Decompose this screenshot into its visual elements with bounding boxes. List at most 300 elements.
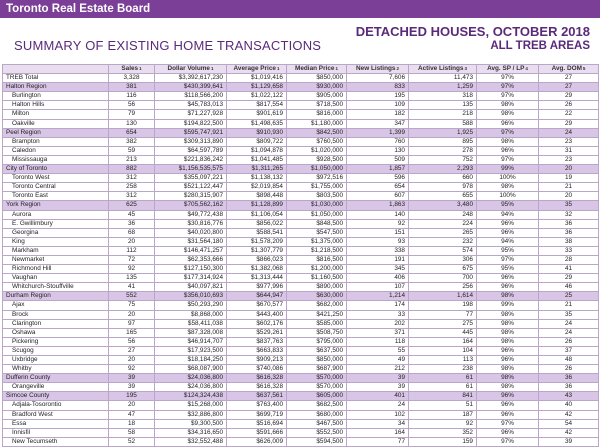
value-cell: 552 [109,292,155,301]
value-cell: $280,315,907 [155,192,227,201]
value-cell: 312 [109,174,155,183]
value-cell: 98% [477,101,539,110]
value-cell: 191 [347,255,409,264]
value-cell: $816,500 [287,255,347,264]
value-cell: $49,772,438 [155,210,227,219]
value-cell: 96% [477,410,539,419]
value-cell: $1,129,658 [227,83,287,92]
value-cell: 94% [477,237,539,246]
value-cell: 39 [539,437,599,446]
value-cell: $1,019,416 [227,74,287,83]
report-title-block [356,24,590,54]
value-cell: 28 [539,255,599,264]
value-cell: $45,783,013 [155,101,227,110]
value-cell: 68 [109,228,155,237]
value-cell: $309,313,890 [155,137,227,146]
area-name-cell: Innisfil [3,428,109,437]
value-cell: 93 [347,237,409,246]
value-cell: 164 [347,428,409,437]
value-cell: 36 [539,383,599,392]
value-cell: 97% [477,419,539,428]
footnote-marker: 5 [582,66,586,71]
value-cell: $15,268,000 [155,401,227,410]
value-cell: $552,500 [287,428,347,437]
value-cell: 24 [539,128,599,137]
value-cell: 760 [347,137,409,146]
value-cell: 33 [347,310,409,319]
value-cell: $3,392,617,230 [155,74,227,83]
value-cell: $595,747,921 [155,128,227,137]
value-cell: 112 [109,246,155,255]
table-body [3,74,599,447]
value-cell: 345 [347,265,409,274]
area-name-cell: Caledon [3,146,109,155]
value-cell: $1,050,000 [287,165,347,174]
value-cell: 23 [539,155,599,164]
value-cell: 97% [477,255,539,264]
value-cell: $816,000 [287,110,347,119]
value-cell: 61 [409,374,477,383]
value-cell: 27 [109,346,155,355]
value-cell: 37 [539,346,599,355]
value-cell: 79 [109,110,155,119]
value-cell: $24,036,800 [155,374,227,383]
value-cell: $46,914,707 [155,337,227,346]
value-cell: $972,516 [287,174,347,183]
value-cell: $1,218,500 [287,246,347,255]
table-row [3,237,599,246]
table-row [3,265,599,274]
value-cell: $118,566,200 [155,92,227,101]
value-cell: 98% [477,328,539,337]
value-cell: $516,694 [227,419,287,428]
value-cell: 56 [109,337,155,346]
value-cell: 99% [477,165,539,174]
value-cell: 96% [477,119,539,128]
value-cell: 113 [409,356,477,365]
area-name-cell: Scugog [3,346,109,355]
value-cell: 238 [409,365,477,374]
value-cell: 151 [347,228,409,237]
value-cell: 24 [539,319,599,328]
area-name-cell: York Region [3,201,109,210]
area-name-cell: Ajax [3,301,109,310]
value-cell: 97% [477,83,539,92]
value-cell: 135 [409,101,477,110]
value-cell: 3,328 [109,74,155,83]
value-cell: 98% [477,365,539,374]
value-cell: $928,500 [287,155,347,164]
value-cell: 98% [477,383,539,392]
area-name-cell: Toronto West [3,174,109,183]
value-cell: 39 [109,374,155,383]
value-cell: $616,328 [227,383,287,392]
value-cell: 248 [409,210,477,219]
value-cell: 98% [477,310,539,319]
value-cell: 96% [477,283,539,292]
value-cell: 7,606 [347,74,409,83]
area-name-cell: Peel Region [3,128,109,137]
report-title: DETACHED HOUSES, OCTOBER 2018 [355,24,590,39]
value-cell: 256 [409,283,477,292]
value-cell: 34 [347,419,409,428]
value-cell: $1,020,000 [287,146,347,155]
value-cell: $910,930 [227,128,287,137]
value-cell: 18 [109,419,155,428]
value-cell: 35 [539,201,599,210]
value-cell: $626,009 [227,437,287,446]
value-cell: $763,400 [227,401,287,410]
column-header-label: Avg. DOM [551,65,582,72]
value-cell: 61 [409,383,477,392]
value-cell: $1,180,000 [287,119,347,128]
value-cell: $1,498,635 [227,119,287,128]
column-header [109,65,155,74]
value-cell: $605,000 [287,392,347,401]
value-cell: $705,562,162 [155,201,227,210]
value-cell: $194,822,500 [155,119,227,128]
value-cell: $1,106,054 [227,210,287,219]
footnote-marker: 4 [525,66,528,71]
column-header-label: Sales [121,65,139,72]
table-row [3,274,599,283]
table-row [3,174,599,183]
value-cell: 278 [409,146,477,155]
value-cell: 27 [539,83,599,92]
area-name-cell: Markham [3,246,109,255]
area-name-cell: Pickering [3,337,109,346]
area-name-cell: City of Toronto [3,165,109,174]
value-cell: $803,500 [287,192,347,201]
area-name-cell: New Tecumseth [3,437,109,446]
value-cell: 38 [539,237,599,246]
area-name-cell: Newmarket [3,255,109,264]
value-cell: 654 [347,183,409,192]
table-row [3,228,599,237]
value-cell: 46 [539,283,599,292]
footnote-marker: 3 [464,66,467,71]
column-header [409,65,477,74]
value-cell: $146,471,257 [155,246,227,255]
value-cell: 24 [539,328,599,337]
value-cell: 26 [539,365,599,374]
value-cell: 92 [109,265,155,274]
value-cell: $1,382,068 [227,265,287,274]
table-row [3,119,599,128]
area-name-cell: Clarington [3,319,109,328]
value-cell: 72 [109,255,155,264]
table-row [3,383,599,392]
value-cell: $421,250 [287,310,347,319]
value-cell: 198 [409,301,477,310]
value-cell: 1,214 [347,292,409,301]
brand-name: Toronto Real Estate Board [6,3,151,15]
value-cell: $87,328,008 [155,328,227,337]
column-header-label: Dollar Volume [167,65,210,72]
value-cell: $221,836,242 [155,155,227,164]
value-cell: 43 [539,392,599,401]
value-cell: 102 [347,410,409,419]
value-cell: 77 [347,437,409,446]
value-cell: 36 [539,228,599,237]
value-cell: $50,293,290 [155,301,227,310]
value-cell: 312 [109,192,155,201]
area-name-cell: TREB Total [3,74,109,83]
value-cell: 54 [539,419,599,428]
area-name-cell: Halton Hills [3,101,109,110]
region-row [3,165,599,174]
area-name-cell: Bradford West [3,410,109,419]
value-cell: $62,353,666 [155,255,227,264]
value-cell: 895 [409,137,477,146]
column-header [477,65,539,74]
area-name-cell: Simcoe County [3,392,109,401]
value-cell: $1,313,444 [227,274,287,283]
value-cell: $850,000 [287,74,347,83]
value-cell: 655 [409,192,477,201]
table-row [3,101,599,110]
value-cell: 98% [477,110,539,119]
area-name-cell: Whitby [3,365,109,374]
value-cell: 841 [409,392,477,401]
table-row [3,356,599,365]
transactions-table [2,64,599,447]
table-row [3,183,599,192]
value-cell: 92 [347,219,409,228]
value-cell: 22 [539,110,599,119]
value-cell: 265 [409,228,477,237]
table-row [3,419,599,428]
value-cell: $760,500 [287,137,347,146]
value-cell: $2,019,854 [227,183,287,192]
value-cell: $1,160,500 [287,274,347,283]
value-cell: 41 [109,283,155,292]
area-name-cell: Georgina [3,228,109,237]
value-cell: 96% [477,356,539,365]
value-cell: 347 [347,119,409,128]
value-cell: 445 [409,328,477,337]
value-cell: 596 [347,174,409,183]
value-cell: $64,597,789 [155,146,227,155]
table-row [3,428,599,437]
area-name-cell: E. Gwillimbury [3,219,109,228]
table-row [3,437,599,446]
area-name-cell: Aurora [3,210,109,219]
area-name-cell: Vaughan [3,274,109,283]
value-cell: 118 [347,337,409,346]
value-cell: 509 [347,155,409,164]
value-cell: $637,561 [227,392,287,401]
value-cell: 98% [477,337,539,346]
area-name-cell: Burlington [3,92,109,101]
value-cell: 26 [539,101,599,110]
value-cell: 607 [347,192,409,201]
region-row [3,83,599,92]
value-cell: 165 [109,328,155,337]
value-cell: 174 [347,301,409,310]
value-cell: 58 [109,428,155,437]
value-cell: 92 [109,365,155,374]
value-cell: $124,324,438 [155,392,227,401]
value-cell: 164 [409,337,477,346]
value-cell: 752 [409,155,477,164]
value-cell: $8,868,000 [155,310,227,319]
value-cell: 26 [539,337,599,346]
area-name-cell: Dufferin County [3,374,109,383]
value-cell: $637,500 [287,346,347,355]
value-cell: 11,473 [409,74,477,83]
value-cell: 36 [539,219,599,228]
value-cell: 20 [109,237,155,246]
total-row [3,74,599,83]
value-cell: 96% [477,392,539,401]
value-cell: $1,041,485 [227,155,287,164]
value-cell: 381 [109,83,155,92]
value-cell: 100% [477,192,539,201]
table-row [3,110,599,119]
value-cell: 135 [109,274,155,283]
table-row [3,410,599,419]
footnote-marker: 1 [139,66,142,71]
value-cell: $898,448 [227,192,287,201]
value-cell: 213 [109,155,155,164]
value-cell: 3,480 [409,201,477,210]
column-header-label: Active Listings [418,65,464,72]
value-cell: 382 [109,137,155,146]
value-cell: $663,833 [227,346,287,355]
value-cell: 97% [477,155,539,164]
value-cell: $740,086 [227,365,287,374]
value-cell: 98% [477,183,539,192]
table-row [3,283,599,292]
value-cell: $616,328 [227,374,287,383]
value-cell: 107 [347,283,409,292]
value-cell: $1,311,265 [227,165,287,174]
value-cell: 96% [477,428,539,437]
value-cell: $901,619 [227,110,287,119]
area-name-cell: Mississauga [3,155,109,164]
value-cell: $909,213 [227,356,287,365]
column-header-label: Avg. SP / LP [487,65,525,72]
value-cell: 35 [539,310,599,319]
value-cell: $644,947 [227,292,287,301]
area-name-cell: Oshawa [3,328,109,337]
value-cell: $1,022,122 [227,92,287,101]
value-cell: 19 [539,174,599,183]
table-row [3,346,599,355]
area-name-cell: Halton Region [3,83,109,92]
value-cell: $1,030,000 [287,201,347,210]
value-cell: 275 [409,319,477,328]
value-cell: 96% [477,346,539,355]
value-cell: 96% [477,274,539,283]
area-name-cell: Whitchurch-Stouffville [3,283,109,292]
value-cell: $866,023 [227,255,287,264]
value-cell: $699,719 [227,410,287,419]
value-cell: $18,184,250 [155,356,227,365]
header-area [3,65,109,74]
value-cell: $1,200,000 [287,265,347,274]
column-header [227,65,287,74]
area-name-cell: Essa [3,419,109,428]
value-cell: 1,614 [409,292,477,301]
value-cell: $355,097,221 [155,174,227,183]
value-cell: 52 [109,437,155,446]
area-name-cell: Uxbridge [3,356,109,365]
value-cell: $809,722 [227,137,287,146]
value-cell: $177,314,924 [155,274,227,283]
value-cell: 182 [347,110,409,119]
value-cell: 258 [109,183,155,192]
value-cell: 97 [109,319,155,328]
value-cell: 306 [409,255,477,264]
value-cell: 660 [409,174,477,183]
footnote-marker: 1 [335,66,338,71]
value-cell: 77 [409,310,477,319]
value-cell: 98% [477,137,539,146]
value-cell: 318 [409,92,477,101]
region-row [3,201,599,210]
value-cell: $570,000 [287,374,347,383]
area-name-cell: Richmond Hill [3,265,109,274]
value-cell: $585,000 [287,319,347,328]
table-row [3,192,599,201]
column-header-label: Median Price [295,65,335,72]
value-cell: 39 [347,374,409,383]
value-cell: $1,755,000 [287,183,347,192]
value-cell: 96% [477,228,539,237]
value-cell: $467,500 [287,419,347,428]
value-cell: $1,307,779 [227,246,287,255]
value-cell: $570,000 [287,383,347,392]
value-cell: 42 [539,428,599,437]
brand-bar [0,0,600,18]
value-cell: 36 [109,219,155,228]
value-cell: $68,087,900 [155,365,227,374]
value-cell: 39 [109,383,155,392]
value-cell: 700 [409,274,477,283]
value-cell: 1,399 [347,128,409,137]
value-cell: $1,050,000 [287,210,347,219]
footnote-marker: 2 [396,66,399,71]
area-name-cell: Adjala-Tosorontio [3,401,109,410]
value-cell: 882 [109,165,155,174]
table-row [3,301,599,310]
value-cell: 40 [539,401,599,410]
value-cell: 47 [109,410,155,419]
area-name-cell: King [3,237,109,246]
value-cell: 97% [477,437,539,446]
value-cell: 56 [109,101,155,110]
value-cell: $430,399,641 [155,83,227,92]
table-row [3,319,599,328]
value-cell: 833 [347,83,409,92]
value-cell: $842,500 [287,128,347,137]
value-cell: 130 [347,146,409,155]
value-cell: $682,500 [287,401,347,410]
value-cell: 406 [347,274,409,283]
value-cell: 21 [539,183,599,192]
value-cell: 20 [109,356,155,365]
value-cell: $1,375,000 [287,237,347,246]
area-name-cell: Durham Region [3,292,109,301]
value-cell: 20 [539,192,599,201]
value-cell: $32,886,800 [155,410,227,419]
value-cell: $977,996 [227,283,287,292]
value-cell: 159 [409,437,477,446]
value-cell: $837,763 [227,337,287,346]
value-cell: 99% [477,301,539,310]
